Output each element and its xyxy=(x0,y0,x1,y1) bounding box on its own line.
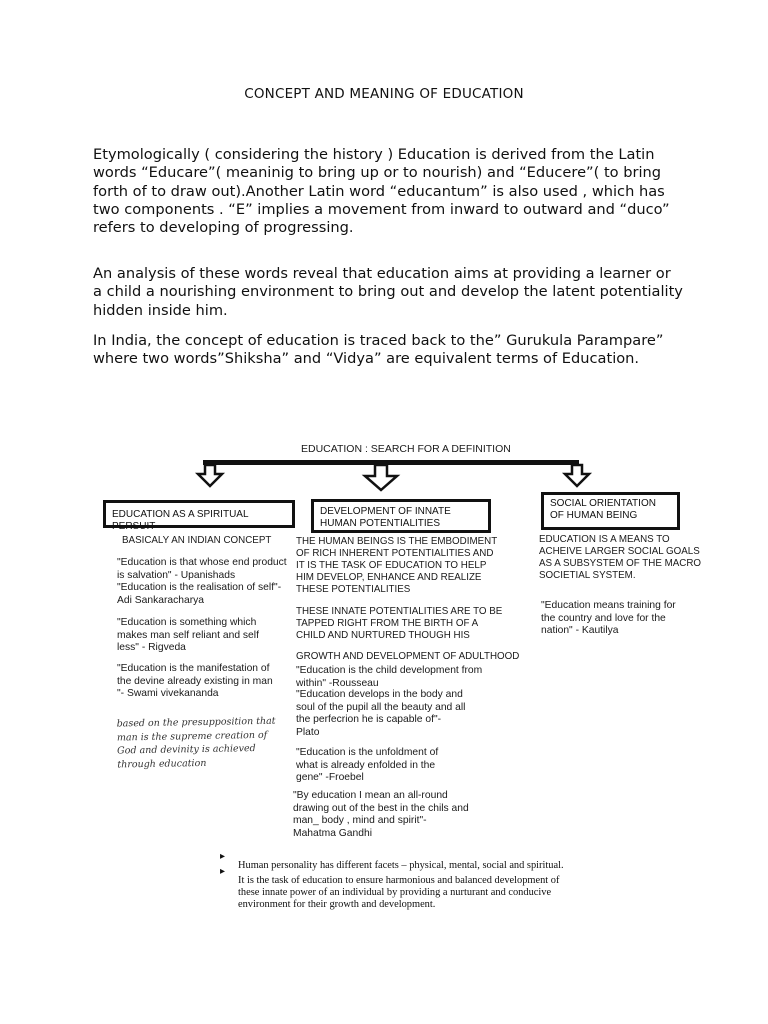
bullet-icon: ▸ xyxy=(220,866,226,877)
education-definition-diagram xyxy=(0,436,768,916)
col2-quote-gandhi: "By education I mean an all-round drawing out of the best in the chils and man_ body , mind and spirit"- Mahatma Gandhi xyxy=(293,790,469,839)
col1-quote-vivekananda: "Education is the manifestation of the devine already existing in man "- Swami vivekananda xyxy=(117,663,273,700)
arrow-left-icon xyxy=(198,465,222,486)
col1-handwritten-note: based on the presupposition that man is the supreme creation of God and devinity is achieved through education xyxy=(116,715,276,771)
col3-quote-kautilya: "Education means training for the country and love for the nation" - Kautilya xyxy=(541,600,676,637)
col2-intro-2: THESE INNATE POTENTIALITIES ARE TO BE TAPPED RIGHT FROM THE BIRTH OF A CHILD AND NURTURED THOUGH HIS xyxy=(296,606,503,641)
col2-quote-plato: "Education develops in the body and soul of the pupil all the beauty and all the perfecrion he is capable of"- Plato xyxy=(296,689,466,738)
paragraph-etymology: Etymologically ( considering the history ) Education is derived from the Latin words “Educare”( meaninig to bring up or to nourish) and “Educere”( to bring forth of to draw out).Another Latin word “educantum” is also used , which has two components . “E” implies a movement from inward to outward and “duco” refers to developing of progressing. xyxy=(93,146,670,237)
col3-intro: EDUCATION IS A MEANS TO ACHEIVE LARGER SOCIAL GOALS AS A SUBSYSTEM OF THE MACRO SOCIETIAL SYSTEM. xyxy=(539,534,702,581)
col1-quote-rigveda: "Education is something which makes man self reliant and self less" - Rigveda xyxy=(117,617,259,654)
box-social-orientation: SOCIAL ORIENTATION OF HUMAN BEING xyxy=(541,492,680,530)
paragraph-india: In India, the concept of education is traced back to the” Gurukula Parampare” where two words”Shiksha” and “Vidya” are equivalent terms of Education. xyxy=(93,332,664,368)
bullet-task-of-education: It is the task of education to ensure harmonious and balanced development of these innate power of an individual by providing a nurturant and conducive environment for their growth and development. xyxy=(238,875,560,911)
col2-quote-froebel: "Education is the unfoldment of what is already enfolded in the gene" -Froebel xyxy=(296,747,439,784)
bullet-personality: Human personality has different facets – physical, mental, social and spiritual. xyxy=(238,860,564,872)
col2-quote-rousseau: "Education is the child development from within" -Rousseau xyxy=(296,665,483,689)
diagram-heading: EDUCATION : SEARCH FOR A DEFINITION xyxy=(301,443,511,455)
arrow-right-icon xyxy=(565,465,589,486)
bullet-icon: ▸ xyxy=(220,851,226,862)
page-title: CONCEPT AND MEANING OF EDUCATION xyxy=(244,86,524,102)
col1-quote-upanishads: "Education is that whose end product is salvation" - Upanishads "Education is the realisation of self"- Adi Sankaracharya xyxy=(117,557,287,606)
col1-subtitle: BASICALY AN INDIAN CONCEPT xyxy=(122,535,272,546)
paragraph-analysis: An analysis of these words reveal that education aims at providing a learner or a child a nourishing environment to bring out and develop the latent potentiality hidden inside him. xyxy=(93,265,683,319)
col2-intro: THE HUMAN BEINGS IS THE EMBODIMENT OF RICH INHERENT POTENTIALITIES AND IT IS THE TASK OF EDUCATION TO HELP HIM DEVELOP, ENHANCE AND REALIZE THESE POTENTIALITIES xyxy=(296,536,498,595)
arrow-middle-icon xyxy=(365,465,397,490)
col2-intro-3: GROWTH AND DEVELOPMENT OF ADULTHOOD xyxy=(296,651,520,662)
box-innate-potentialities: DEVELOPMENT OF INNATE HUMAN POTENTIALITIES xyxy=(311,499,491,533)
connector-bar xyxy=(203,460,579,465)
box-spiritual-pursuit: EDUCATION AS A SPIRITUAL PERSUIT xyxy=(103,500,295,528)
